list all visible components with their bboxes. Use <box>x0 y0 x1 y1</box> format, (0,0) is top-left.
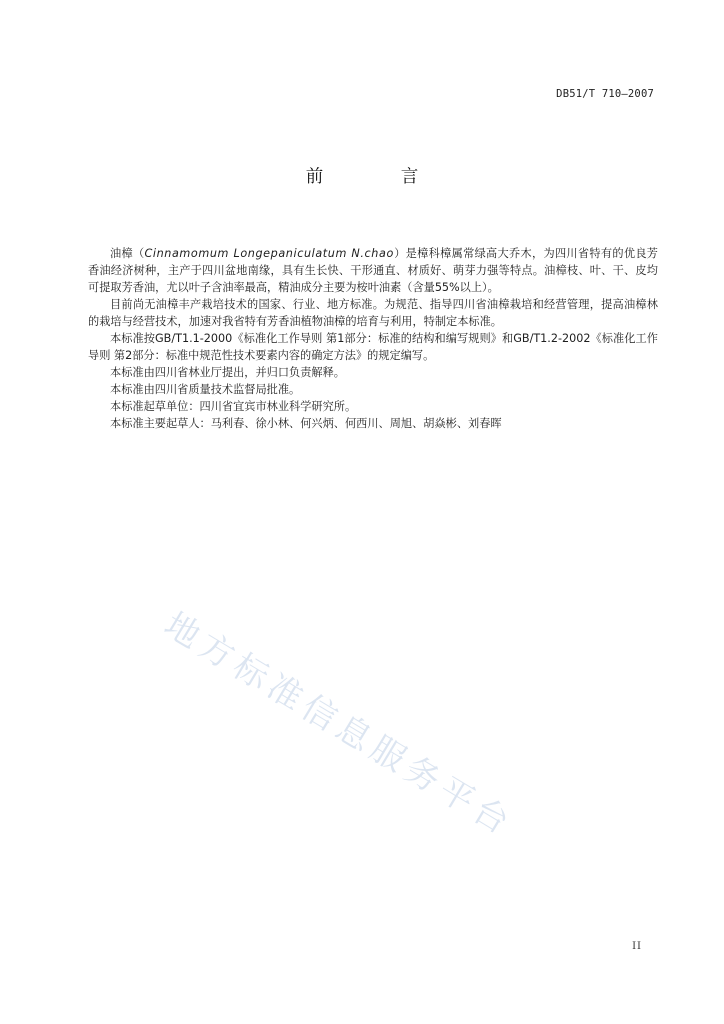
paragraph-intro-lead: 油樟（ <box>110 247 145 260</box>
paragraph-approver: 本标准由四川省质量技术监督局批准。 <box>110 383 301 396</box>
paragraph-drafters: 本标准主要起草人：马利春、徐小林、何兴炳、何西川、周旭、胡焱彬、刘春晖 <box>110 417 502 430</box>
paragraph-intro-tail: ）是樟科樟属常绿高大乔木，为四川省特有的优良芳香油经济树种，主产于四川盆地南缘，具有生长快、干形通直、材质好、萌芽力强等特点。油樟枝、叶、干、皮均可提取芳香油，尤以叶子含油率最高，精油成分主要为桉叶油素（含量55%以上）。 <box>88 247 658 294</box>
page-number: II <box>632 941 642 952</box>
foreword-body <box>88 245 658 432</box>
paragraph-purpose: 目前尚无油樟丰产栽培技术的国家、行业、地方标准。为规范、指导四川省油樟栽培和经营管理，提高油樟林的栽培与经营技术，加速对我省特有芳香油植物油樟的培育与利用，特制定本标准。 <box>88 298 658 328</box>
paragraph-intro <box>88 245 658 296</box>
paragraph-drafting-unit: 本标准起草单位：四川省宜宾市林业科学研究所。 <box>110 400 357 413</box>
watermark: 地方标准信息服务平台 <box>157 604 521 846</box>
page-title: 前 言 <box>305 167 455 187</box>
paragraph-drafting-rules: 本标准按GB/T1.1-2000《标准化工作导则 第1部分：标准的结构和编写规则》和GB/T1.2-2002《标准化工作导则 第2部分：标准中规范性技术要素内容的确定方法》的规定编写。 <box>88 332 658 362</box>
latin-species-name: Cinnamomum Longepaniculatum N.chao <box>144 247 394 260</box>
document-code: DB51/T 710—2007 <box>556 88 654 100</box>
paragraph-proposer: 本标准由四川省林业厅提出，并归口负责解释。 <box>110 366 345 379</box>
